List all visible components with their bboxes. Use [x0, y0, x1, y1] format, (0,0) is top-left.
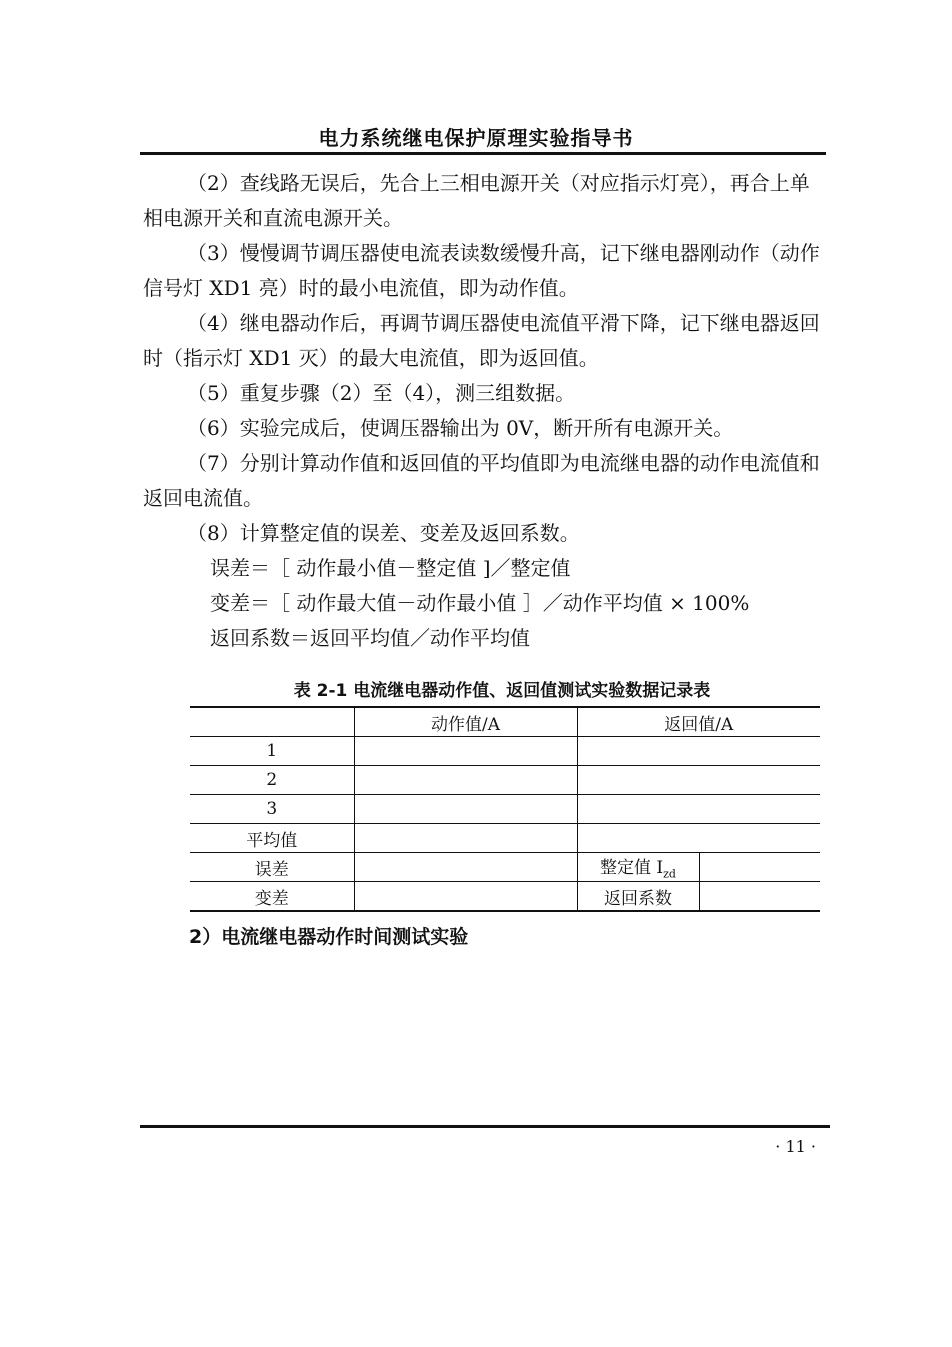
setting-label-subscript: zd [663, 867, 676, 881]
step-3: （3）慢慢调节调压器使电流表读数缓慢升高，记下继电器刚动作（动作信号灯 XD1 亮）时的最小电流值，即为动作值。 [143, 241, 820, 300]
formula-return-coefficient: 返回系数＝返回平均值／动作平均值 [210, 626, 530, 650]
error-label: 误差 [190, 853, 354, 882]
variation-row [190, 882, 820, 912]
action-value-cell [354, 824, 577, 853]
footer-rule [140, 1125, 830, 1128]
action-value-cell [354, 737, 577, 766]
page-number: · 11 · [775, 1137, 816, 1156]
return-value-cell [577, 766, 820, 795]
row-label: 2 [190, 766, 354, 795]
step-7: （7）分别计算动作值和返回值的平均值即为电流继电器的动作电流值和返回电流值。 [143, 451, 820, 510]
table-row [190, 795, 820, 824]
procedure-steps [143, 166, 823, 656]
formula-error: 误差＝［ 动作最小值－整定值 ]／整定值 [210, 556, 571, 580]
header-action-value: 动作值/A [354, 707, 577, 737]
error-row [190, 853, 820, 882]
header-rule [140, 152, 826, 155]
setting-value-cell [699, 853, 820, 882]
action-value-cell [354, 766, 577, 795]
formula-variation: 变差＝［ 动作最大值－动作最小值 ］／动作平均值 × 100% [210, 591, 750, 615]
table-row [190, 824, 820, 853]
action-value-cell [354, 795, 577, 824]
variation-value-cell [354, 882, 577, 912]
header-blank-cell [190, 707, 354, 737]
step-8: （8）计算整定值的误差、变差及返回系数。 [187, 521, 580, 545]
return-value-cell [577, 824, 820, 853]
table-caption: 表 2-1 电流继电器动作值、返回值测试实验数据记录表 [293, 681, 711, 701]
header-return-value: 返回值/A [577, 707, 820, 737]
variation-label: 变差 [190, 882, 354, 912]
row-label: 平均值 [190, 824, 354, 853]
row-label: 3 [190, 795, 354, 824]
error-value-cell [354, 853, 577, 882]
step-6: （6）实验完成后，使调压器输出为 0V，断开所有电源开关。 [187, 416, 734, 440]
return-value-cell [577, 737, 820, 766]
return-coefficient-label: 返回系数 [577, 882, 699, 912]
data-record-table [190, 706, 820, 912]
table-header-row [190, 707, 820, 737]
subsection-title: 2）电流继电器动作时间测试实验 [189, 926, 469, 948]
running-header: 电力系统继电保护原理实验指导书 [318, 126, 634, 150]
setting-value-label [577, 853, 699, 882]
step-4: （4）继电器动作后，再调节调压器使电流值平滑下降，记下继电器返回时（指示灯 XD1 灭）的最大电流值，即为返回值。 [143, 311, 820, 370]
return-value-cell [577, 795, 820, 824]
table-row [190, 766, 820, 795]
step-5: （5）重复步骤（2）至（4），测三组数据。 [187, 381, 576, 405]
setting-label-text: 整定值 I [600, 858, 664, 879]
table-row [190, 737, 820, 766]
step-2: （2）查线路无误后，先合上三相电源开关（对应指示灯亮），再合上单相电源开关和直流电源开关。 [143, 171, 810, 230]
row-label: 1 [190, 737, 354, 766]
return-coefficient-cell [699, 882, 820, 912]
